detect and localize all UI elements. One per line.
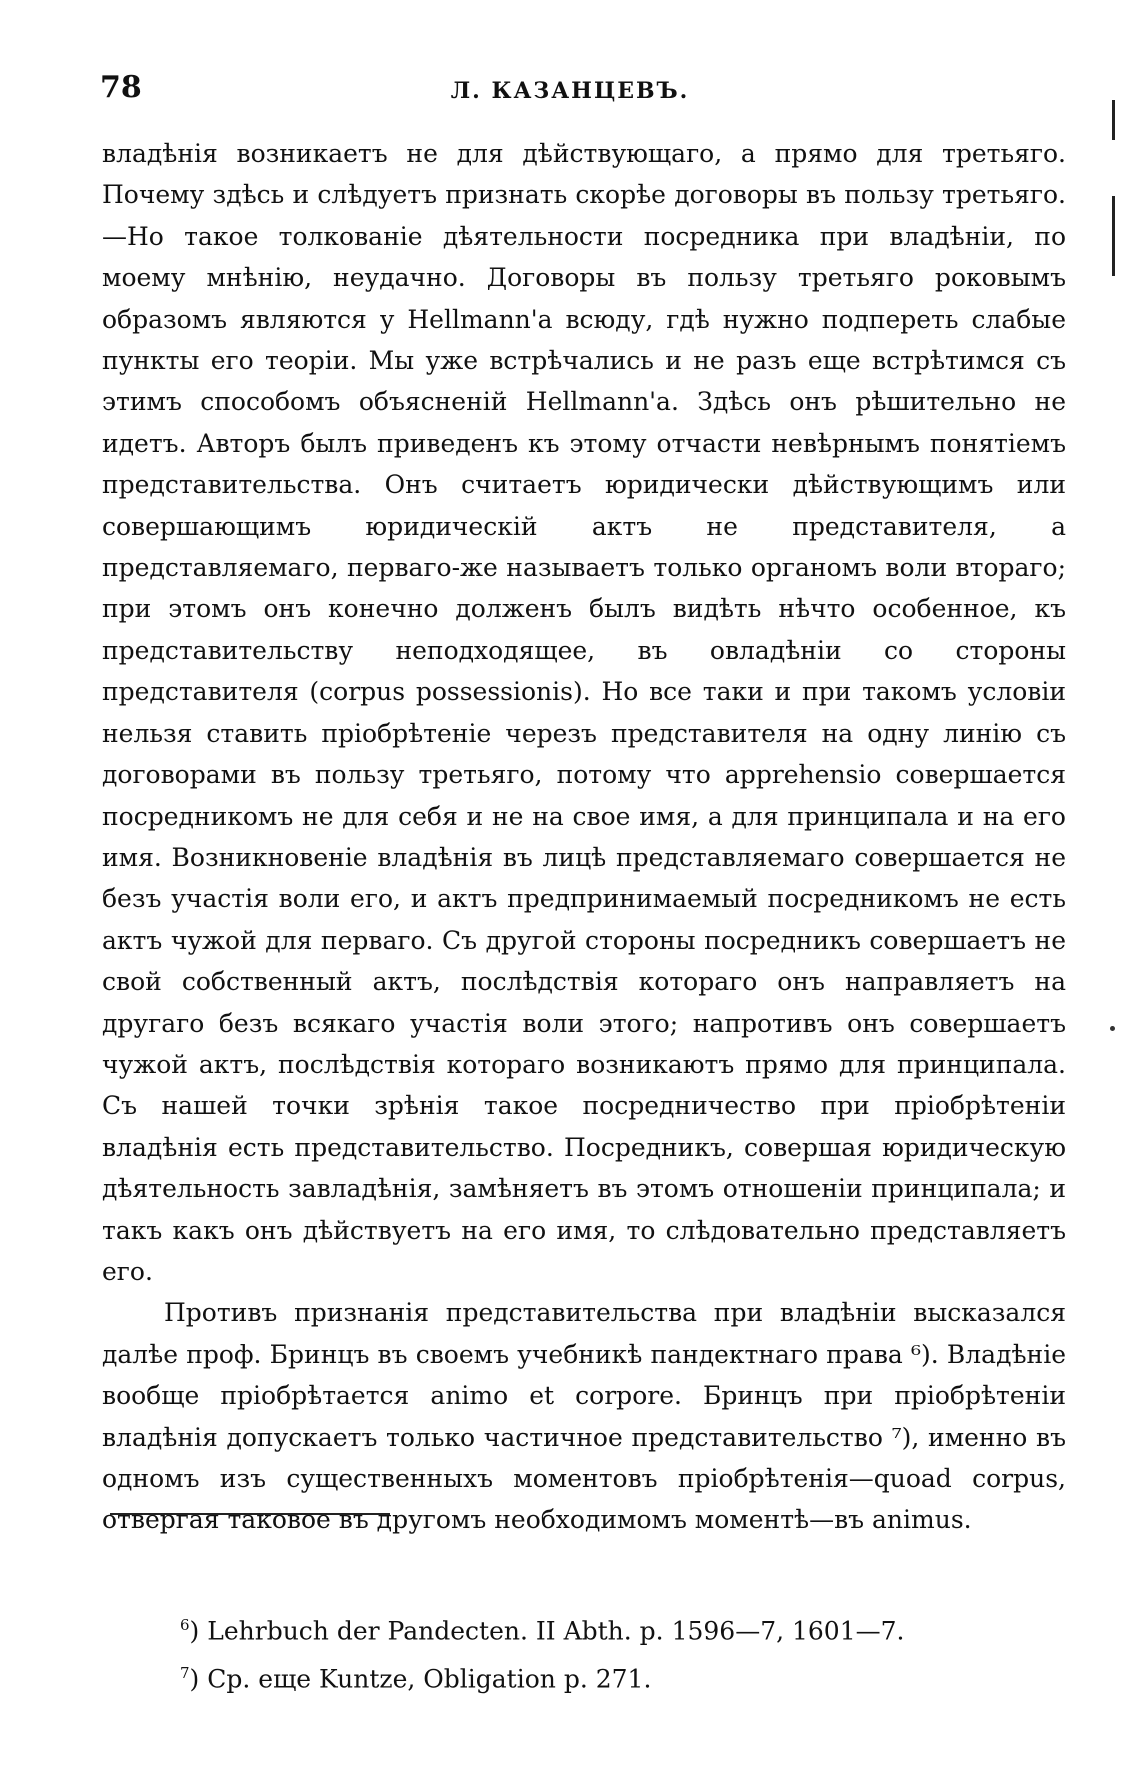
footnote-7-text: ) Ср. еще Kuntze, Obligation p. 271. xyxy=(189,1664,652,1694)
scan-edge-dot xyxy=(1110,1026,1115,1031)
footnote-rule xyxy=(110,1513,390,1515)
footnote-6 xyxy=(180,1604,1060,1652)
footnote-6-text: ) Lehrbuch der Pandecten. II Abth. p. 1596—7, 1601—7. xyxy=(189,1616,905,1646)
body-text xyxy=(102,133,1066,1541)
paragraph-2: Противъ признанія представительства при владѣніи высказался далѣе проф. Бринцъ въ своемъ учебникѣ пандектнаго права ⁶). Владѣніе вообще пріобрѣтается animo et corpore. Бринцъ при пріобрѣтеніи владѣнія допускаетъ только частичное представительство ⁷), именно въ одномъ изъ существенныхъ моментовъ пріобрѣтенія—quoad corpus, отвергая таковое въ другомъ необходимомъ моментѣ—въ animus. xyxy=(102,1298,1066,1535)
scan-edge-mark-middle xyxy=(1112,196,1115,276)
running-head: Л. КАЗАНЦЕВЪ. xyxy=(450,78,690,104)
footnote-7 xyxy=(180,1652,1060,1700)
scan-edge-mark-top xyxy=(1112,100,1115,140)
footnote-6-marker: 6 xyxy=(180,1616,190,1634)
paragraph-1: владѣнія возникаетъ не для дѣйствующаго, а прямо для третьяго. Почему здѣсь и слѣдуетъ признать скорѣе договоры въ пользу третьяго. —Но такое толкованіе дѣятельности посредника при владѣніи, по моему мнѣнію, неудачно. Договоры въ пользу третьяго роковымъ образомъ являются у Hellmann'a всюду, гдѣ нужно подпереть слабые пункты его теоріи. Мы уже встрѣчались и не разъ еще встрѣтимся съ этимъ способомъ объясненій Hellmann'a. Здѣсь онъ рѣшительно не идетъ. Авторъ былъ приведенъ къ этому отчасти невѣрнымъ понятіемъ представительства. Онъ считаетъ юридически дѣйствующимъ или совершающимъ юридическій актъ не представителя, а представляемаго, перваго-же называетъ только органомъ воли втораго; при этомъ онъ конечно долженъ былъ видѣть нѣчто особенное, къ представительству неподходящее, въ овладѣніи со стороны представителя (corpus possessionis). Но все таки и при такомъ условіи нельзя ставить пріобрѣтеніе черезъ представителя на одну линію съ договорами въ пользу третьяго, потому что apprehensio совершается посредникомъ не для себя и не на свое имя, а для принципала и на его имя. Возникновеніе владѣнія въ лицѣ представляемаго совершается не безъ участія воли его, и актъ предпринимаемый посредникомъ не есть актъ чужой для перваго. Съ другой стороны посредникъ совершаетъ не свой собственный актъ, послѣдствія котораго онъ направляетъ на другаго безъ всякаго участія воли этого; напротивъ онъ совершаетъ чужой актъ, послѣдствія котораго возникаютъ прямо для принципала. Съ нашей точки зрѣнія такое посредничество при пріобрѣтеніи владѣнія есть представительство. Посредникъ, совершая юридическую дѣятельность завладѣнія, замѣняетъ въ этомъ отношеніи принципала; и такъ какъ онъ дѣйствуетъ на его имя, то слѣдовательно представляетъ его. xyxy=(102,139,1066,1286)
footnote-7-marker: 7 xyxy=(180,1664,190,1683)
footnotes xyxy=(180,1604,1060,1701)
page-number: 78 xyxy=(100,70,142,105)
